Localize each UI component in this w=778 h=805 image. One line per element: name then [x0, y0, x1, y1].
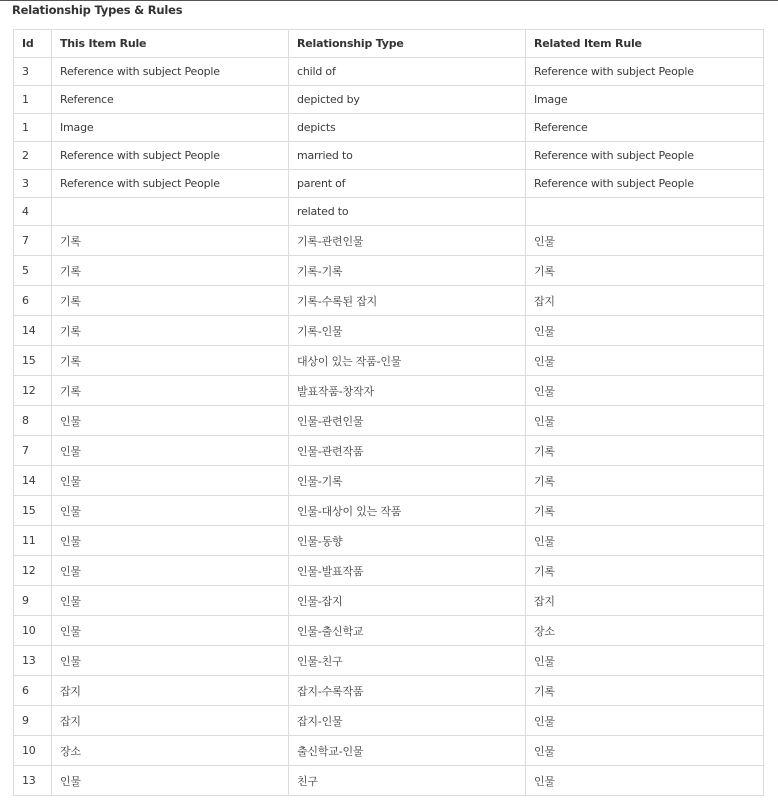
cell-relationship-type: 발표작품-창작자 — [289, 376, 526, 406]
cell-relationship-type: 인물-기록 — [289, 466, 526, 496]
cell-this-item-rule: 장소 — [52, 736, 289, 766]
table-row — [14, 286, 764, 316]
cell-relationship-type: depicts — [289, 114, 526, 142]
cell-id: 12 — [14, 376, 52, 406]
cell-id: 14 — [14, 466, 52, 496]
table-row — [14, 766, 764, 796]
cell-this-item-rule: 인물 — [52, 556, 289, 586]
cell-id: 13 — [14, 646, 52, 676]
cell-id: 3 — [14, 170, 52, 198]
cell-id: 4 — [14, 198, 52, 226]
cell-id: 1 — [14, 86, 52, 114]
cell-related-item-rule: 잡지 — [526, 586, 764, 616]
cell-id: 8 — [14, 406, 52, 436]
cell-relationship-type: 인물-출신학교 — [289, 616, 526, 646]
table-row — [14, 736, 764, 766]
cell-relationship-type: married to — [289, 142, 526, 170]
cell-relationship-type: parent of — [289, 170, 526, 198]
cell-related-item-rule: Reference with subject People — [526, 142, 764, 170]
cell-relationship-type: 대상이 있는 작품-인물 — [289, 346, 526, 376]
cell-id: 5 — [14, 256, 52, 286]
table-row — [14, 114, 764, 142]
cell-related-item-rule: 인물 — [526, 706, 764, 736]
header-this-item-rule: This Item Rule — [52, 30, 289, 58]
cell-related-item-rule: 잡지 — [526, 286, 764, 316]
cell-id: 15 — [14, 496, 52, 526]
cell-this-item-rule: 인물 — [52, 526, 289, 556]
cell-id: 11 — [14, 526, 52, 556]
cell-relationship-type: depicted by — [289, 86, 526, 114]
cell-relationship-type: 인물-동향 — [289, 526, 526, 556]
cell-id: 15 — [14, 346, 52, 376]
cell-id: 6 — [14, 286, 52, 316]
cell-relationship-type: 인물-발표작품 — [289, 556, 526, 586]
cell-this-item-rule: 인물 — [52, 466, 289, 496]
cell-this-item-rule: Reference — [52, 86, 289, 114]
cell-this-item-rule: 잡지 — [52, 676, 289, 706]
table-header-row — [14, 30, 764, 58]
table-row — [14, 376, 764, 406]
cell-relationship-type: 인물-관련작품 — [289, 436, 526, 466]
cell-id: 13 — [14, 766, 52, 796]
cell-relationship-type: 기록-관련인물 — [289, 226, 526, 256]
cell-this-item-rule: 기록 — [52, 376, 289, 406]
cell-this-item-rule: Reference with subject People — [52, 142, 289, 170]
table-row — [14, 616, 764, 646]
cell-related-item-rule: 기록 — [526, 466, 764, 496]
cell-this-item-rule: 기록 — [52, 256, 289, 286]
table-row — [14, 316, 764, 346]
cell-id: 7 — [14, 226, 52, 256]
cell-this-item-rule: 인물 — [52, 406, 289, 436]
cell-related-item-rule: 기록 — [526, 496, 764, 526]
cell-id: 9 — [14, 706, 52, 736]
table-row — [14, 226, 764, 256]
cell-related-item-rule: 인물 — [526, 316, 764, 346]
header-related-item-rule: Related Item Rule — [526, 30, 764, 58]
cell-this-item-rule: 기록 — [52, 286, 289, 316]
table-row — [14, 646, 764, 676]
cell-id: 2 — [14, 142, 52, 170]
cell-related-item-rule: 인물 — [526, 646, 764, 676]
cell-relationship-type: 기록-기록 — [289, 256, 526, 286]
cell-relationship-type: 인물-잡지 — [289, 586, 526, 616]
cell-id: 6 — [14, 676, 52, 706]
table-row — [14, 466, 764, 496]
cell-this-item-rule: 인물 — [52, 586, 289, 616]
cell-relationship-type: 친구 — [289, 766, 526, 796]
cell-id: 3 — [14, 58, 52, 86]
cell-relationship-type: 인물-대상이 있는 작품 — [289, 496, 526, 526]
cell-id: 9 — [14, 586, 52, 616]
cell-related-item-rule: Reference with subject People — [526, 58, 764, 86]
cell-relationship-type: 잡지-수록작품 — [289, 676, 526, 706]
header-id: Id — [14, 30, 52, 58]
cell-related-item-rule: 인물 — [526, 526, 764, 556]
cell-related-item-rule: 인물 — [526, 406, 764, 436]
cell-this-item-rule: 인물 — [52, 436, 289, 466]
table-row — [14, 496, 764, 526]
relationship-rules-table — [13, 29, 764, 796]
cell-relationship-type: 인물-관련인물 — [289, 406, 526, 436]
cell-related-item-rule: 기록 — [526, 436, 764, 466]
table-body — [14, 58, 764, 796]
cell-id: 10 — [14, 616, 52, 646]
table-row — [14, 556, 764, 586]
cell-related-item-rule: Image — [526, 86, 764, 114]
table-row — [14, 86, 764, 114]
cell-this-item-rule: 기록 — [52, 226, 289, 256]
cell-this-item-rule: 기록 — [52, 346, 289, 376]
cell-relationship-type: 기록-인물 — [289, 316, 526, 346]
table-row — [14, 526, 764, 556]
table-row — [14, 198, 764, 226]
cell-related-item-rule: 인물 — [526, 226, 764, 256]
table-row — [14, 586, 764, 616]
cell-id: 12 — [14, 556, 52, 586]
section-title: Relationship Types & Rules — [12, 3, 183, 17]
cell-related-item-rule: 기록 — [526, 676, 764, 706]
table-row — [14, 346, 764, 376]
cell-related-item-rule: 인물 — [526, 376, 764, 406]
table-row — [14, 706, 764, 736]
cell-this-item-rule: 인물 — [52, 646, 289, 676]
cell-relationship-type: child of — [289, 58, 526, 86]
cell-related-item-rule — [526, 198, 764, 226]
cell-related-item-rule: Reference — [526, 114, 764, 142]
cell-id: 1 — [14, 114, 52, 142]
cell-related-item-rule: Reference with subject People — [526, 170, 764, 198]
cell-related-item-rule: 기록 — [526, 556, 764, 586]
table-row — [14, 170, 764, 198]
cell-relationship-type: 출신학교-인물 — [289, 736, 526, 766]
cell-this-item-rule: 기록 — [52, 316, 289, 346]
table-row — [14, 58, 764, 86]
cell-this-item-rule: Image — [52, 114, 289, 142]
cell-relationship-type: 잡지-인물 — [289, 706, 526, 736]
table-row — [14, 142, 764, 170]
table-row — [14, 436, 764, 466]
cell-related-item-rule: 기록 — [526, 256, 764, 286]
table-row — [14, 406, 764, 436]
cell-id: 10 — [14, 736, 52, 766]
cell-related-item-rule: 인물 — [526, 766, 764, 796]
cell-id: 14 — [14, 316, 52, 346]
cell-related-item-rule: 인물 — [526, 736, 764, 766]
cell-related-item-rule: 인물 — [526, 346, 764, 376]
cell-this-item-rule: 잡지 — [52, 706, 289, 736]
cell-relationship-type: 기록-수록된 잡지 — [289, 286, 526, 316]
cell-related-item-rule: 장소 — [526, 616, 764, 646]
table-row — [14, 676, 764, 706]
header-relationship-type: Relationship Type — [289, 30, 526, 58]
cell-relationship-type: 인물-친구 — [289, 646, 526, 676]
cell-this-item-rule — [52, 198, 289, 226]
table-row — [14, 256, 764, 286]
cell-relationship-type: related to — [289, 198, 526, 226]
cell-this-item-rule: 인물 — [52, 616, 289, 646]
cell-this-item-rule: 인물 — [52, 496, 289, 526]
cell-this-item-rule: Reference with subject People — [52, 58, 289, 86]
cell-id: 7 — [14, 436, 52, 466]
cell-this-item-rule: 인물 — [52, 766, 289, 796]
cell-this-item-rule: Reference with subject People — [52, 170, 289, 198]
